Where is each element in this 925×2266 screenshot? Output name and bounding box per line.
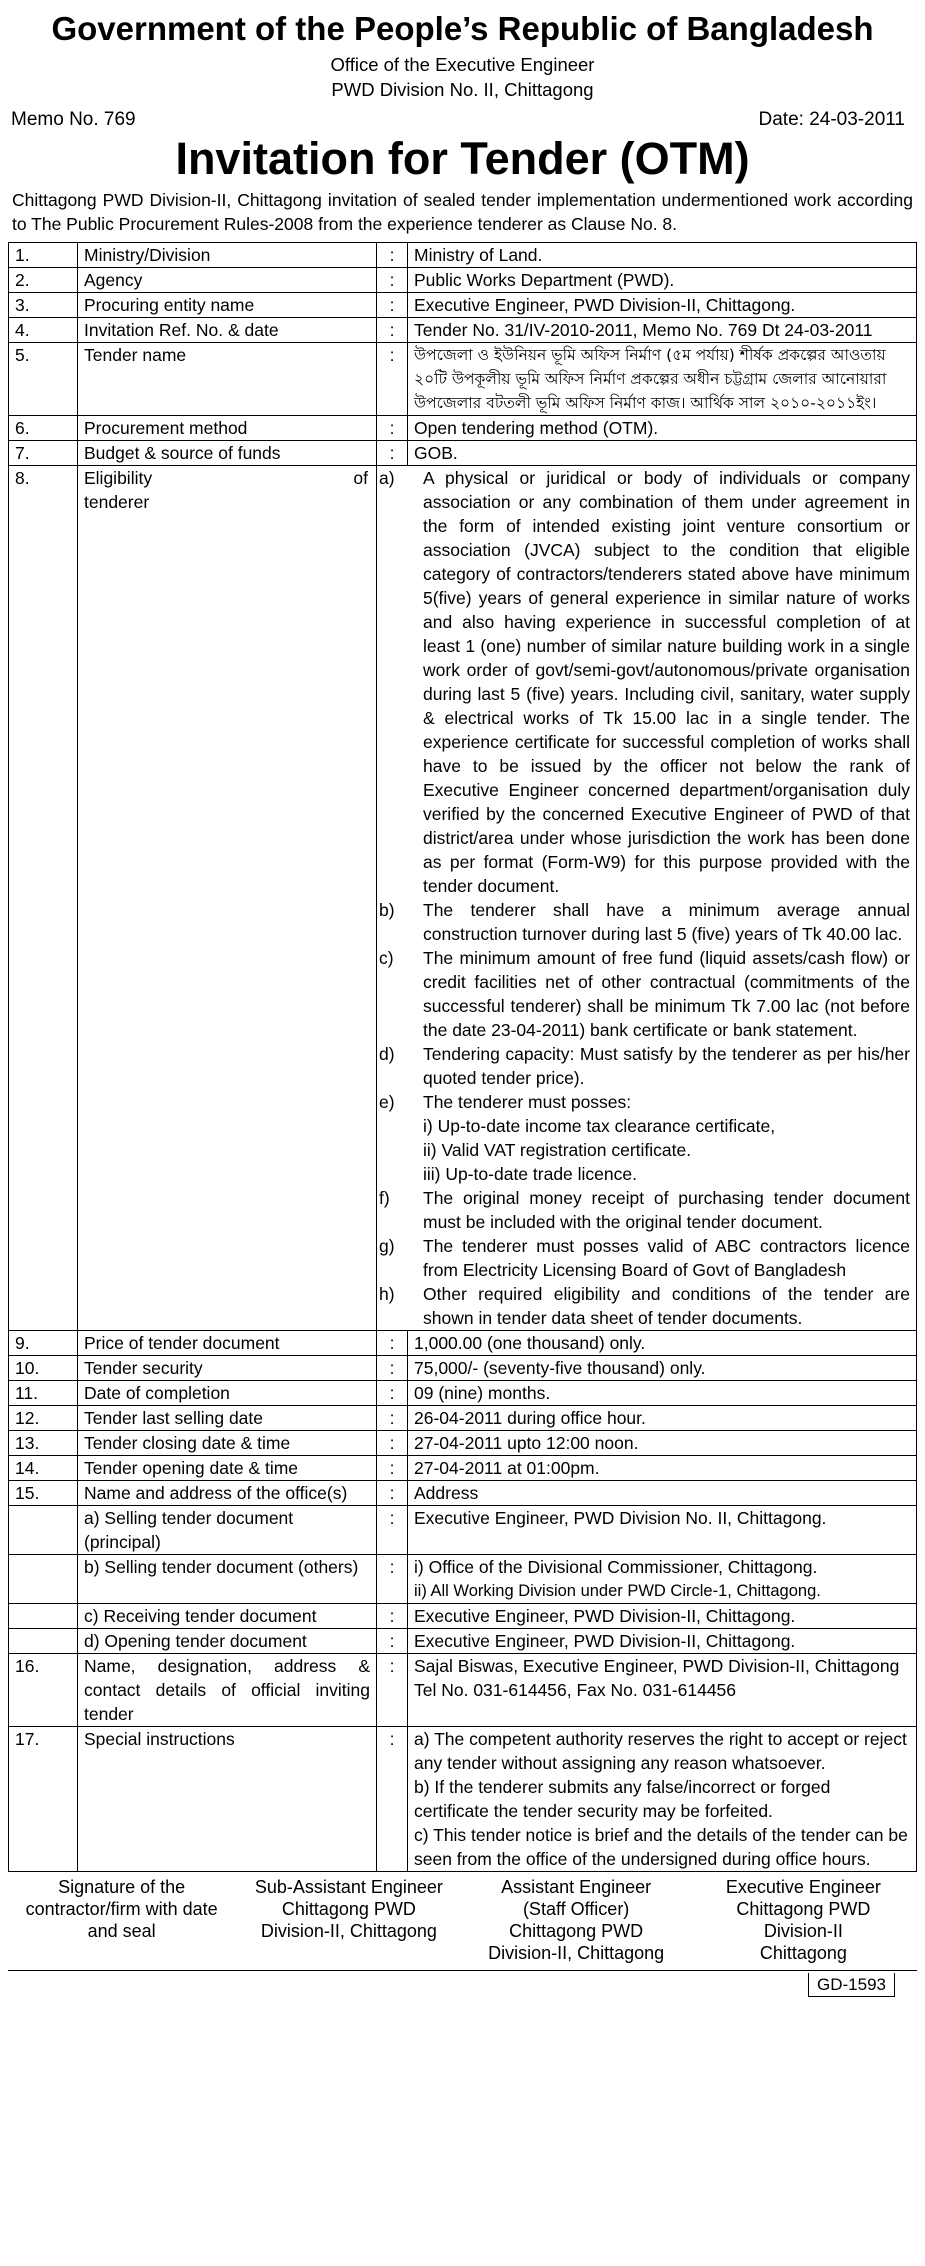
office-address-line: Executive Engineer, PWD Division No. II, Chittagong. (414, 1508, 827, 1528)
tender-notice (8, 0, 917, 1995)
eligibility-items (377, 466, 917, 1331)
row-colon: : (377, 293, 408, 318)
eligibility-item-body: The tenderer shall have a minimum average annual construction turnover during last 5 (five) years of Tk 40.00 lac. (423, 900, 910, 944)
row-colon: : (377, 1654, 408, 1727)
row-colon: : (377, 416, 408, 441)
eligibility-item-body: The minimum amount of free fund (liquid assets/cash flow) or credit facilities net of other contractual (commitments of the successful tenderer) shall be minimum Tk 7.00 lac (not before the date 23-04-2011) bank certificate or bank statement. (423, 948, 910, 1040)
signature-line: Chittagong PWD (281, 1899, 416, 1919)
row-colon: : (377, 1356, 408, 1381)
office-address (408, 1506, 917, 1555)
division-name: PWD Division No. II, Chittagong (331, 79, 594, 100)
table-row (9, 1555, 917, 1604)
row-colon: : (377, 1406, 408, 1431)
contact-line-1: Sajal Biswas, Executive Engineer, PWD Division-II, Chittagong (414, 1656, 900, 1676)
row-colon: : (377, 268, 408, 293)
eligibility-item-body: A physical or juridical or body of individuals or company association or any combination of them under agreement in the form of intended existing joint venture consortium or association (JVCA) subject to the condition that eligible category of contractors/tenderers stated above have minimum 5(five) years of general experience in similar nature of works and also having experience in successful completion of at least 1 (one) number of similar nature building work in a single work order of govt/semi-govt/autonomous/private organisation during last 5 (five) years. Including civil, sanitary, water supply & electrical works of Tk 15.00 lac in a single tender. The experience certificate for successful completion of works shall have to be issued by the officer not below the rank of Executive Engineer concerned department/organisation duly verified by the concerned Executive Engineer of PWD of that district/area under whose jurisdiction the work has been done as per format (Form-W9) for this purpose provided with the tender document. (423, 468, 910, 896)
eligibility-subitem: ii) Valid VAT registration certificate. (423, 1140, 692, 1160)
table-row (9, 1727, 917, 1872)
eligibility-item-letter: e) (379, 1092, 395, 1112)
office-label: a) Selling tender document (principal) (78, 1506, 377, 1555)
memo-date: Date: 24-03-2011 (758, 109, 905, 130)
row-value: Ministry of Land. (408, 243, 917, 268)
eligibility-item-letter: f) (379, 1188, 390, 1208)
row-label: Budget & source of funds (78, 441, 377, 466)
signature-line: Division-II (763, 1921, 843, 1941)
eligibility-item-letter: b) (379, 900, 395, 920)
signature-line: Division-II, Chittagong (488, 1943, 665, 1963)
eligibility-item-body: Other required eligibility and conditions of the tender are shown in tender data sheet of tender documents. (423, 1284, 910, 1328)
row-value: Executive Engineer, PWD Division-II, Chittagong. (408, 293, 917, 318)
table-row (9, 1506, 917, 1555)
office-address-line: i) Office of the Divisional Commissioner, Chittagong. (414, 1557, 818, 1577)
row-colon: : (377, 1481, 408, 1506)
contact-line-2: Tel No. 031-614456, Fax No. 031-614456 (414, 1680, 737, 1700)
office-label: d) Opening tender document (78, 1629, 377, 1654)
row-colon: : (377, 1506, 408, 1555)
table-row (9, 343, 917, 416)
eligibility-label-c: tenderer (84, 492, 150, 512)
signature-column (235, 1872, 462, 1970)
eligibility-label-a: Eligibility (84, 468, 153, 488)
eligibility-item-text (423, 1234, 910, 1282)
row-number: 12. (9, 1406, 78, 1431)
row-colon: : (377, 441, 408, 466)
row-number: 4. (9, 318, 78, 343)
table-row (9, 1629, 917, 1654)
table-row (9, 318, 917, 343)
row-number: 5. (9, 343, 78, 416)
eligibility-item (377, 946, 910, 1042)
row-number: 7. (9, 441, 78, 466)
signature-line: (Staff Officer) (522, 1899, 630, 1919)
row-label: Procuring entity name (78, 293, 377, 318)
eligibility-item-text (423, 946, 910, 1042)
signature-line: Chittagong PWD (736, 1899, 871, 1919)
row-value: Public Works Department (PWD). (408, 268, 917, 293)
eligibility-item-body: Tendering capacity: Must satisfy by the tenderer as per his/her quoted tender price). (423, 1044, 910, 1088)
office-address (408, 1555, 917, 1604)
office-address (408, 1604, 917, 1629)
row-number: 13. (9, 1431, 78, 1456)
table-row (9, 1356, 917, 1381)
row-colon: : (377, 1604, 408, 1629)
eligibility-item (377, 466, 910, 898)
row-colon: : (377, 1456, 408, 1481)
signature-line: Division-II, Chittagong (260, 1921, 437, 1941)
office-label: c) Receiving tender document (78, 1604, 377, 1629)
row-number-empty (9, 1506, 78, 1555)
row-number: 10. (9, 1356, 78, 1381)
eligibility-item (377, 1186, 910, 1234)
row-number: 17. (9, 1727, 78, 1872)
row-colon: : (377, 1555, 408, 1604)
table-row (9, 416, 917, 441)
row-number: 1. (9, 243, 78, 268)
signature-line: Chittagong PWD (509, 1921, 644, 1941)
row-colon: : (377, 343, 408, 416)
eligibility-item (377, 898, 910, 946)
eligibility-item-text (423, 1282, 910, 1330)
row-label (78, 466, 377, 1331)
office-address (408, 1629, 917, 1654)
row-colon: : (377, 318, 408, 343)
row-value: 1,000.00 (one thousand) only. (408, 1331, 917, 1356)
tender-table (8, 242, 917, 1872)
eligibility-item (377, 1042, 910, 1090)
office-address-line: Executive Engineer, PWD Division-II, Chittagong. (414, 1606, 796, 1626)
row-colon: : (377, 1431, 408, 1456)
office-address-line: Executive Engineer, PWD Division-II, Chittagong. (414, 1631, 796, 1651)
special-instruction-c: c) This tender notice is brief and the details of the tender can be seen from the office of the undersigned during office hours. (414, 1825, 908, 1869)
table-row (9, 466, 917, 1331)
eligibility-item-text (423, 466, 910, 898)
table-row (9, 243, 917, 268)
row-value: Open tendering method (OTM). (408, 416, 917, 441)
row-value: 27-04-2011 at 01:00pm. (408, 1456, 917, 1481)
table-row (9, 1604, 917, 1629)
signature-block (8, 1872, 917, 1971)
eligibility-item-text (423, 1090, 910, 1186)
row-label: Tender opening date & time (78, 1456, 377, 1481)
row-value: 75,000/- (seventy-five thousand) only. (408, 1356, 917, 1381)
table-row (9, 441, 917, 466)
row-label: Tender name (78, 343, 377, 416)
notice-title: Invitation for Tender (OTM) (175, 133, 750, 184)
row-number-empty (9, 1555, 78, 1604)
row-label: Agency (78, 268, 377, 293)
office-name: Office of the Executive Engineer (330, 54, 595, 75)
eligibility-item-letter: g) (379, 1236, 395, 1256)
table-row (9, 1331, 917, 1356)
eligibility-subitem: iii) Up-to-date trade licence. (423, 1164, 637, 1184)
row-value: 27-04-2011 upto 12:00 noon. (408, 1431, 917, 1456)
intro-paragraph: Chittagong PWD Division-II, Chittagong invitation of sealed tender implementation undermentioned work according to The Public Procurement Rules-2008 from the experience tenderer as Clause No. 8. (12, 190, 913, 234)
special-instruction-a: a) The competent authority reserves the right to accept or reject any tender without assigning any reason whatsoever. (414, 1729, 907, 1773)
row-label: Tender last selling date (78, 1406, 377, 1431)
row-colon: : (377, 1331, 408, 1356)
signature-column (463, 1872, 690, 1970)
eligibility-item (377, 1090, 910, 1186)
eligibility-item-body: The original money receipt of purchasing tender document must be included with the original tender document. (423, 1188, 910, 1232)
table-row (9, 293, 917, 318)
row-number: 8. (9, 466, 78, 1331)
row-number: 11. (9, 1381, 78, 1406)
signature-line: and seal (87, 1921, 156, 1941)
row-value: GOB. (408, 441, 917, 466)
eligibility-item-letter: a) (379, 468, 395, 488)
row-number: 3. (9, 293, 78, 318)
row-colon: : (377, 1381, 408, 1406)
eligibility-item (377, 1234, 910, 1282)
row-number-empty (9, 1629, 78, 1654)
eligibility-item-letter: h) (379, 1284, 395, 1304)
eligibility-item-body: The tenderer must posses: (423, 1092, 632, 1112)
signature-line: Signature of the (58, 1877, 186, 1897)
eligibility-item-text (423, 1042, 910, 1090)
row-label: Name, designation, address & contact details of official inviting tender (78, 1654, 377, 1727)
table-row (9, 268, 917, 293)
government-heading: Government of the People’s Republic of Bangladesh (51, 10, 874, 47)
row-value (408, 1654, 917, 1727)
eligibility-item-letter: d) (379, 1044, 395, 1064)
office-address-line: ii) All Working Division under PWD Circle-1, Chittagong. (414, 1582, 821, 1600)
row-number: 15. (9, 1481, 78, 1506)
table-row (9, 1406, 917, 1431)
row-number: 2. (9, 268, 78, 293)
row-number: 14. (9, 1456, 78, 1481)
memo-number: Memo No. 769 (11, 109, 136, 130)
row-label: Price of tender document (78, 1331, 377, 1356)
signature-line: Sub-Assistant Engineer (254, 1877, 443, 1897)
row-colon: : (377, 1727, 408, 1872)
eligibility-item-text (423, 1186, 910, 1234)
row-number: 9. (9, 1331, 78, 1356)
row-label: Ministry/Division (78, 243, 377, 268)
row-label: Tender closing date & time (78, 1431, 377, 1456)
table-row (9, 1481, 917, 1506)
eligibility-item (377, 1282, 910, 1330)
table-row (9, 1431, 917, 1456)
eligibility-item-letter: c) (379, 948, 394, 968)
row-number-empty (9, 1604, 78, 1629)
row-label: Tender security (78, 1356, 377, 1381)
row-label: Procurement method (78, 416, 377, 441)
row-label: Invitation Ref. No. & date (78, 318, 377, 343)
row-label: Name and address of the office(s) (78, 1481, 377, 1506)
eligibility-label-b: of (353, 468, 368, 488)
row-colon: : (377, 1629, 408, 1654)
row-label: Special instructions (78, 1727, 377, 1872)
signature-line: contractor/firm with date (25, 1899, 218, 1919)
row-value: 26-04-2011 during office hour. (408, 1406, 917, 1431)
eligibility-subitem: i) Up-to-date income tax clearance certificate, (423, 1116, 776, 1136)
signature-line: Assistant Engineer (501, 1877, 652, 1897)
office-label: b) Selling tender document (others) (78, 1555, 377, 1604)
row-value: Tender No. 31/IV-2010-2011, Memo No. 769 Dt 24-03-2011 (408, 318, 917, 343)
eligibility-item-text (423, 898, 910, 946)
row-value: 09 (nine) months. (408, 1381, 917, 1406)
signature-column (690, 1872, 917, 1970)
table-row (9, 1654, 917, 1727)
row-value (408, 1727, 917, 1872)
row-label: Date of completion (78, 1381, 377, 1406)
row-number: 16. (9, 1654, 78, 1727)
signature-line: Executive Engineer (725, 1877, 881, 1897)
signature-line: Chittagong (759, 1943, 847, 1963)
eligibility-item-body: The tenderer must posses valid of ABC contractors licence from Electricity Licensing Board of Govt of Bangladesh (423, 1236, 910, 1280)
footer-code: GD-1593 (8, 1971, 917, 1995)
row-value: উপজেলা ও ইউনিয়ন ভূমি অফিস নির্মাণ (৫ম পর্যায়) শীর্ষক প্রকল্পের আওতায় ২০টি উপকূলীয় ভূমি অফিস নির্মাণ প্রকল্পের অধীন চট্টগ্রাম জেলার আনোয়ারা উপজেলার বটতলী ভূমি অফিস নির্মাণ কাজ। আর্থিক সাল ২০১০-২০১১ইং। (408, 343, 917, 416)
table-row (9, 1456, 917, 1481)
row-number: 6. (9, 416, 78, 441)
signature-column (8, 1872, 235, 1970)
special-instruction-b: b) If the tenderer submits any false/incorrect or forged certificate the tender security may be forfeited. (414, 1777, 831, 1821)
row-colon: : (377, 243, 408, 268)
row-value: Address (408, 1481, 917, 1506)
table-row (9, 1381, 917, 1406)
